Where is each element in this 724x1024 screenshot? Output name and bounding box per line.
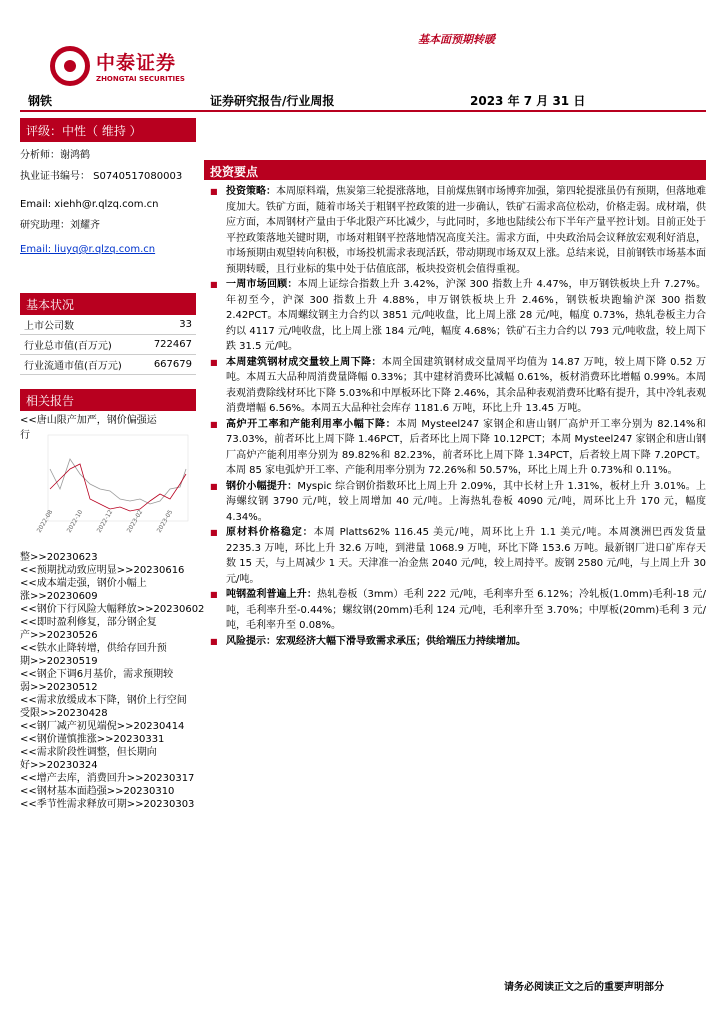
invest-bullet	[204, 479, 706, 526]
analyst-name: 分析师：谢鸿鹤	[20, 150, 90, 161]
svg-text:2023-05: 2023-05	[155, 508, 175, 534]
related-report[interactable]: 弱>>20230512	[20, 682, 98, 693]
basic-value: 722467	[143, 335, 196, 355]
related-title: 相关报告	[20, 389, 196, 411]
basic-label: 行业总市值(百万元)	[20, 335, 143, 355]
bullet-text: 宏观经济大幅下滑导致需求承压；供给端压力持续增加。	[276, 635, 526, 647]
invest-bullet	[204, 184, 706, 277]
related-report[interactable]: <<钢价下行风险大幅释放>>20230602	[20, 604, 205, 615]
invest-bullet	[204, 355, 706, 417]
invest-bullet	[204, 634, 706, 650]
assistant-name: 研究助理：刘耀齐	[20, 220, 100, 231]
related-report[interactable]: <<钢材基本面趋强>>20230310	[20, 786, 175, 797]
basic-row	[20, 335, 196, 355]
report-date: 2023 年 7 月 31 日	[470, 94, 586, 108]
related-report[interactable]: 产>>20230526	[20, 630, 98, 641]
company-logo	[50, 46, 210, 90]
related-report[interactable]: <<唐山限产加严，钢价偏强运	[20, 415, 157, 426]
related-report[interactable]: <<预期扰动致应明显>>20230616	[20, 565, 185, 576]
basic-label: 上市公司数	[20, 315, 143, 335]
svg-text:2022-08: 2022-08	[35, 508, 55, 534]
related-report[interactable]: 整>>20230623	[20, 552, 98, 563]
invest-bullets	[204, 184, 706, 649]
assistant-email[interactable]: Email: liuyq@r.qlzq.com.cn	[20, 244, 156, 255]
related-report[interactable]: 期>>20230519	[20, 656, 98, 667]
related-report[interactable]: <<成本端走强，钢价小幅上	[20, 578, 147, 589]
related-report-cont[interactable]: 行	[20, 430, 30, 441]
basic-row	[20, 315, 196, 335]
bullet-heading: 本周建筑钢材成交量较上周下降：	[226, 356, 382, 368]
related-report[interactable]: <<季节性需求释放可期>>20230303	[20, 799, 195, 810]
report-type: 证券研究报告/行业周报	[210, 94, 335, 108]
industry-name: 钢铁	[28, 94, 53, 108]
bullet-heading: 原材料价格稳定：	[226, 527, 314, 538]
bullet-heading: 高炉开工率和产能利用率小幅下降：	[226, 418, 397, 430]
bullet-heading: 吨钢盈利普遍上升：	[226, 589, 317, 600]
bullet-text: 本周 Mysteel247 家钢企和唐山钢厂高炉开工率分别为 82.14%和 73.03%，前者环比上周下降 1.46PCT，后者环比上周下降 10.12PCT；本周 Mysteel247 家钢企和唐山钢厂高炉产能利用率分别为 89.82%和 82.23%，前者环比上周下降 1.34PCT，后者较上周下降 7.20PCT。本周 85 家电弧炉开工率、产能利用率分别为 72.26%和 50.57%，环比上周上升 0.73%和 0.11%。	[226, 418, 707, 476]
bullet-heading: 钢价小幅提升：	[226, 480, 298, 492]
related-report-list	[20, 564, 205, 811]
related-report[interactable]: 受限>>20230428	[20, 708, 108, 719]
license-number: 执业证书编号： S0740517080003	[20, 171, 183, 182]
related-report[interactable]: 涨>>20230609	[20, 591, 98, 602]
bullet-text: 热轧卷板（3mm）毛利 222 元/吨，毛利率升至 6.12%；冷轧板(1.0mm)毛利-18 元/吨，毛利率升至-0.44%；螺纹钢(20mm)毛利 124 元/吨，毛利率升至 3.70%；中厚板(20mm)毛利 3 元/吨，毛利率升至 0.08%。	[226, 589, 706, 631]
chart-line-sector	[50, 464, 186, 511]
footer-disclaimer: 请务必阅读正文之后的重要声明部分	[504, 982, 664, 993]
rating-box: 评级：中性（ 维持 ）	[20, 118, 196, 142]
logo-text-en: ZHONGTAI SECURITIES	[96, 75, 185, 83]
sidebar	[20, 118, 205, 811]
related-report[interactable]: <<增产去库，消费回升>>20230317	[20, 773, 195, 784]
bullet-text: 本周全国建筑钢材成交量周平均值为 14.87 万吨，较上周下降 0.52 万吨。本周五大品种周消费量降幅 0.33%；其中建材消费环比减幅 0.61%，板材消费环比增幅 0.99%。本周表观消费除线材环比下降 5.03%和中厚板环比下降 2.46%，其余品种表观消费环比略有提升，其中冷轧表观消费增幅 6.56%。本周五大品种社会库存 1181.6 万吨，环比上升 13.45 万吨。	[226, 356, 706, 414]
bullet-text: 本周 Platts62% 116.45 美元/吨，周环比上升 1.1 美元/吨。本周澳洲巴西发货量 2235.3 万吨，环比上升 32.6 万吨，到港量 1068.9 万吨，环比下降 153.6 万吨。最新钢厂进口矿库存天数 15 天，与上周减少 1 天。天津准一冶金焦 2040 元/吨，较上周持平。废钢 2580 元/吨，与上周上升 30 元/吨。	[226, 527, 706, 585]
chart-line-index	[50, 459, 186, 504]
related-report[interactable]: <<钢企下调6月基价，需求预期较	[20, 669, 174, 680]
invest-bullet	[204, 525, 706, 587]
invest-bullet	[204, 277, 706, 355]
logo-icon	[50, 46, 90, 86]
svg-text:2022-10: 2022-10	[65, 508, 85, 534]
invest-title: 投资要点	[204, 160, 706, 180]
basic-row	[20, 355, 196, 375]
related-report[interactable]: <<即时盈利修复，部分钢企复	[20, 617, 157, 628]
related-report[interactable]: <<需求阶段性调整，但长期向	[20, 747, 157, 758]
chart-x-axis	[36, 509, 175, 534]
bullet-heading: 投资策略：	[226, 186, 276, 197]
bullet-text: 本周上证综合指数上升 3.42%，沪深 300 指数上升 4.47%，申万钢铁板块上升 7.27%。年初至今，沪深 300 指数上升 4.88%，申万钢铁板块上升 2.46%，钢铁板块跑输沪深 300 指数 2.42PCT。本周螺纹钢主力合约以 3851 元/吨收盘，比上周上涨 28 元/吨，幅度 0.73%，热轧卷板主力合约以 4117 元/吨收盘，比上周上涨 184 元/吨，幅度 4.68%；铁矿石主力合约以 793 元/吨收盘，较上周下跌 31.5 元/吨。	[226, 279, 707, 352]
logo-text-cn: 中泰证券	[96, 52, 177, 74]
related-report[interactable]: 好>>20230324	[20, 760, 98, 771]
related-report[interactable]: <<铁水止降转增，供给存回升预	[20, 643, 167, 654]
report-tag: 基本面预期转暖	[418, 33, 495, 46]
main-content	[204, 160, 706, 649]
basic-value: 667679	[143, 355, 196, 375]
invest-bullet	[204, 417, 706, 479]
basic-title: 基本状况	[20, 293, 196, 315]
basic-label: 行业流通市值(百万元)	[20, 355, 143, 375]
invest-bullet	[204, 587, 706, 634]
header-divider	[20, 110, 706, 112]
bullet-heading: 风险提示：	[226, 635, 276, 647]
svg-text:2022-12: 2022-12	[95, 508, 115, 534]
basic-table	[20, 315, 196, 375]
index-chart	[20, 429, 196, 549]
basic-value: 33	[143, 315, 196, 335]
related-report[interactable]: <<钢厂减产初见端倪>>20230414	[20, 721, 185, 732]
bullet-heading: 一周市场回顾：	[226, 279, 298, 290]
related-report[interactable]: <<需求放缓成本下降，钢价上行空间	[20, 695, 187, 706]
bullet-text: 本周原料端，焦炭第三轮提涨落地，目前煤焦钢市场博弈加强，第四轮提涨虽仍有预期，但落地难度加大。铁矿方面，随着市场关于粗钢平控政策的进一步确认，铁矿石需求高位松动，价格走弱。成材端，供应方面，本周钢材产量由于华北限产环比减少，与此同时，多地也陆续公布下半年产量平控计划。目前正处于平控政策落地关键时期，市场对粗钢平控落地情况高度关注。需求方面，中央政治局会议释放宏观利好消息，市场预期由观望转向积极，市场投机需求表现活跃，带动期现市场双双上涨。总结来说，目前钢铁市场基本面预期转暖，且行业标的集中处于估值底部，板块投资机会值得重视。	[226, 186, 706, 275]
svg-text:2023-02: 2023-02	[125, 508, 145, 534]
bullet-text: Myspic 综合钢价指数环比上周上升 2.09%，其中长材上升 1.31%，板材上升 3.01%。上海螺纹钢 3790 元/吨，较上周增加 40 元/吨。上海热轧卷板 4090 元/吨，周环比上升 170 元，幅度 4.34%。	[226, 480, 707, 523]
price-chart-svg	[20, 429, 196, 549]
analyst-email[interactable]: Email: xiehh@r.qlzq.com.cn	[20, 199, 159, 210]
related-report[interactable]: <<钢价谨慎推涨>>20230331	[20, 734, 165, 745]
